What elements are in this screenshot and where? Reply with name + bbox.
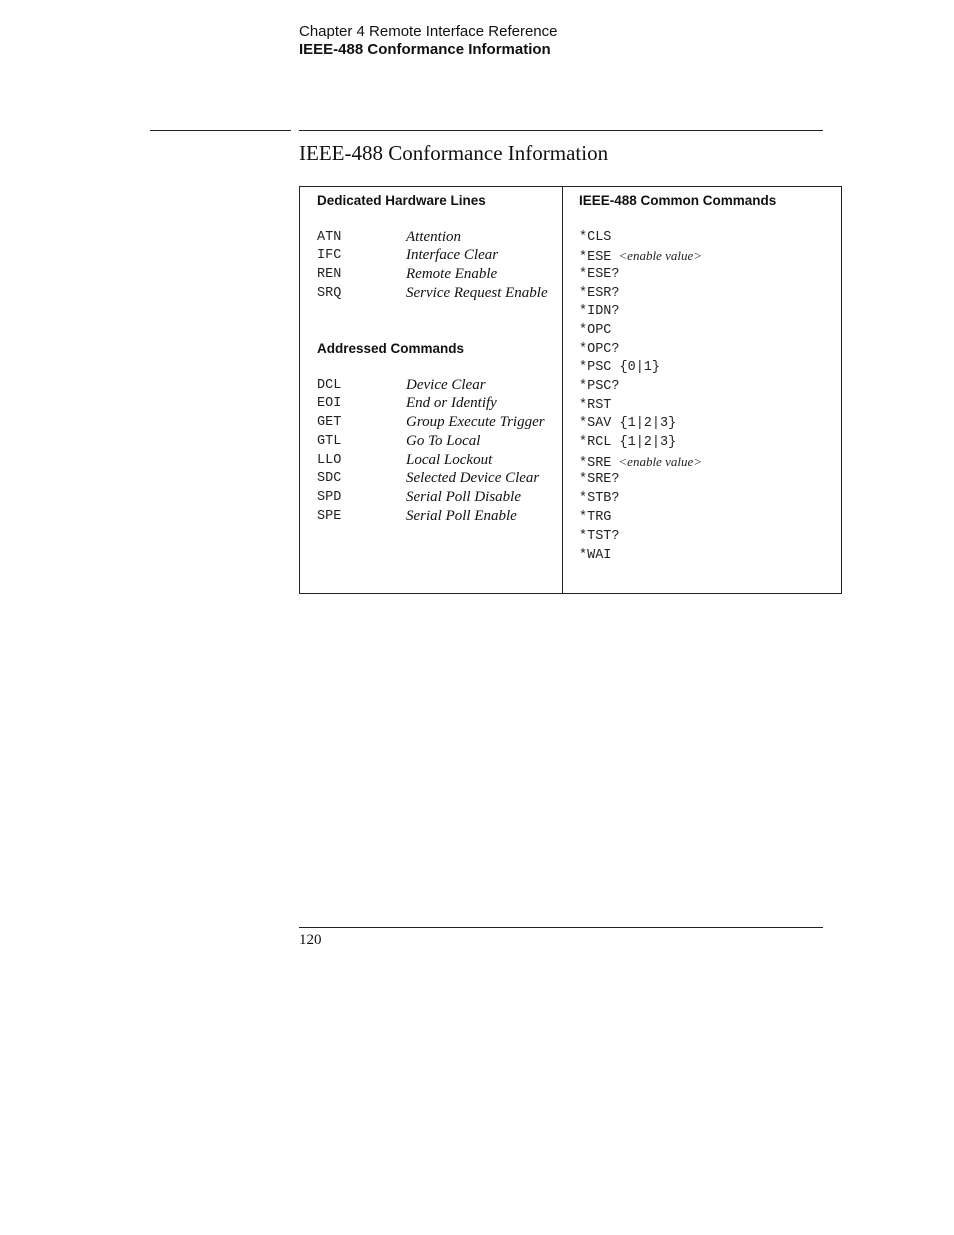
- page-number: 120: [299, 932, 322, 948]
- description: Local Lockout: [406, 452, 493, 468]
- mnemonic: GET: [317, 415, 342, 430]
- description: Serial Poll Enable: [406, 508, 517, 524]
- description: Device Clear: [406, 377, 486, 393]
- mnemonic: SPD: [317, 490, 342, 505]
- section-title: IEEE-488 Conformance Information: [299, 41, 551, 58]
- command: *PSC?: [579, 379, 620, 394]
- hardware-lines-heading: Dedicated Hardware Lines: [317, 193, 486, 208]
- mnemonic: SDC: [317, 471, 342, 486]
- command: *SRE?: [579, 472, 620, 487]
- command: *ESE <enable value>: [579, 248, 703, 265]
- mnemonic: GTL: [317, 434, 342, 449]
- mnemonic: DCL: [317, 378, 342, 393]
- command: *RST: [579, 398, 612, 413]
- command: *TST?: [579, 529, 620, 544]
- command: *CLS: [579, 230, 612, 245]
- description: Attention: [406, 229, 461, 245]
- footer-rule: [299, 927, 823, 928]
- description: Interface Clear: [406, 247, 499, 263]
- description: Service Request Enable: [406, 285, 548, 301]
- command: *OPC?: [579, 342, 620, 357]
- argument: <enable value>: [618, 248, 703, 263]
- description: Remote Enable: [406, 266, 498, 282]
- common-commands-heading: IEEE-488 Common Commands: [579, 193, 777, 208]
- command: *SRE <enable value>: [579, 454, 703, 471]
- command: *PSC {0|1}: [579, 360, 661, 375]
- command: *WAI: [579, 548, 612, 563]
- command: *RCL {1|2|3}: [579, 435, 677, 450]
- header-rule-left: [150, 130, 291, 131]
- command: *ESE?: [579, 267, 620, 282]
- mnemonic: LLO: [317, 453, 342, 468]
- description: End or Identify: [406, 395, 497, 411]
- description: Go To Local: [406, 433, 481, 449]
- command: *TRG: [579, 510, 612, 525]
- description: Serial Poll Disable: [406, 489, 521, 505]
- column-divider: [562, 187, 563, 593]
- command: *ESR?: [579, 286, 620, 301]
- mnemonic: SPE: [317, 509, 342, 524]
- header-rule-main: [299, 130, 823, 131]
- mnemonic: IFC: [317, 248, 342, 263]
- description: Selected Device Clear: [406, 470, 540, 486]
- chapter-title: Chapter 4 Remote Interface Reference: [299, 23, 558, 40]
- command: *STB?: [579, 491, 620, 506]
- command: *IDN?: [579, 304, 620, 319]
- command: *OPC: [579, 323, 612, 338]
- page-title: IEEE-488 Conformance Information: [299, 141, 609, 165]
- conformance-table: [299, 186, 842, 594]
- mnemonic: REN: [317, 267, 342, 282]
- argument: <enable value>: [618, 454, 703, 469]
- addressed-commands-heading: Addressed Commands: [317, 341, 465, 356]
- mnemonic: EOI: [317, 396, 342, 411]
- mnemonic: SRQ: [317, 286, 342, 301]
- description: Group Execute Trigger: [406, 414, 545, 430]
- command: *SAV {1|2|3}: [579, 416, 677, 431]
- mnemonic: ATN: [317, 230, 342, 245]
- running-header: [299, 23, 557, 59]
